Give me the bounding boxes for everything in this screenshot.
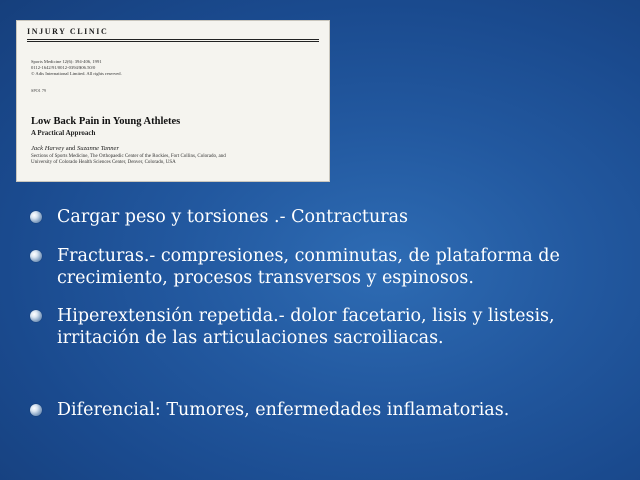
author-name: Jack Harvey xyxy=(31,145,65,152)
clipping-rule-thin xyxy=(27,41,319,42)
bullet-icon xyxy=(30,310,42,322)
bullet-text: Cargar peso y torsiones .- Contracturas xyxy=(57,207,409,227)
journal-clipping-image xyxy=(16,20,330,182)
article-subtitle: A Practical Approach xyxy=(31,129,96,137)
author-name: Suzanne Tanner xyxy=(76,145,120,152)
citation-line: Sports Medicine 12(6): 394-406, 1991 xyxy=(31,59,102,64)
article-affiliation xyxy=(31,154,226,166)
clipping-citation xyxy=(31,59,122,77)
bullet-item xyxy=(30,399,509,421)
bullet-icon xyxy=(30,404,42,416)
author-conjunction: and xyxy=(65,145,76,152)
bullet-text: Fracturas.- compresiones, conminutas, de plataforma de crecimiento, procesos transversos y espinosos. xyxy=(57,246,560,288)
bullet-item xyxy=(30,305,555,349)
bullet-text: Diferencial: Tumores, enfermedades inflamatorias. xyxy=(57,400,510,420)
bullet-item xyxy=(30,245,560,289)
bullet-item xyxy=(30,206,408,228)
affiliation-line: University of Colorado Health Sciences Center, Denver, Colorado, USA xyxy=(31,160,176,166)
affiliation-line: Sections of Sports Medicine, The Orthopaedic Center of the Rockies, Fort Collins, Colorado, and xyxy=(31,154,226,159)
clipping-code: SPO1 79 xyxy=(31,88,47,93)
article-authors xyxy=(31,145,119,152)
citation-line: © Adis International Limited. All rights reserved. xyxy=(31,71,122,76)
clipping-section-header: INJURY CLINIC xyxy=(27,27,109,36)
clipping-rule xyxy=(27,39,319,40)
citation-line: 0112-1642/91/0012-0394/$06.50/0 xyxy=(31,65,96,70)
bullet-icon xyxy=(30,250,42,262)
bullet-text: Hiperextensión repetida.- dolor facetario, lisis y listesis, irritación de las articulaciones sacroiliacas. xyxy=(57,306,555,348)
article-title: Low Back Pain in Young Athletes xyxy=(31,116,181,127)
bullet-icon xyxy=(30,211,42,223)
